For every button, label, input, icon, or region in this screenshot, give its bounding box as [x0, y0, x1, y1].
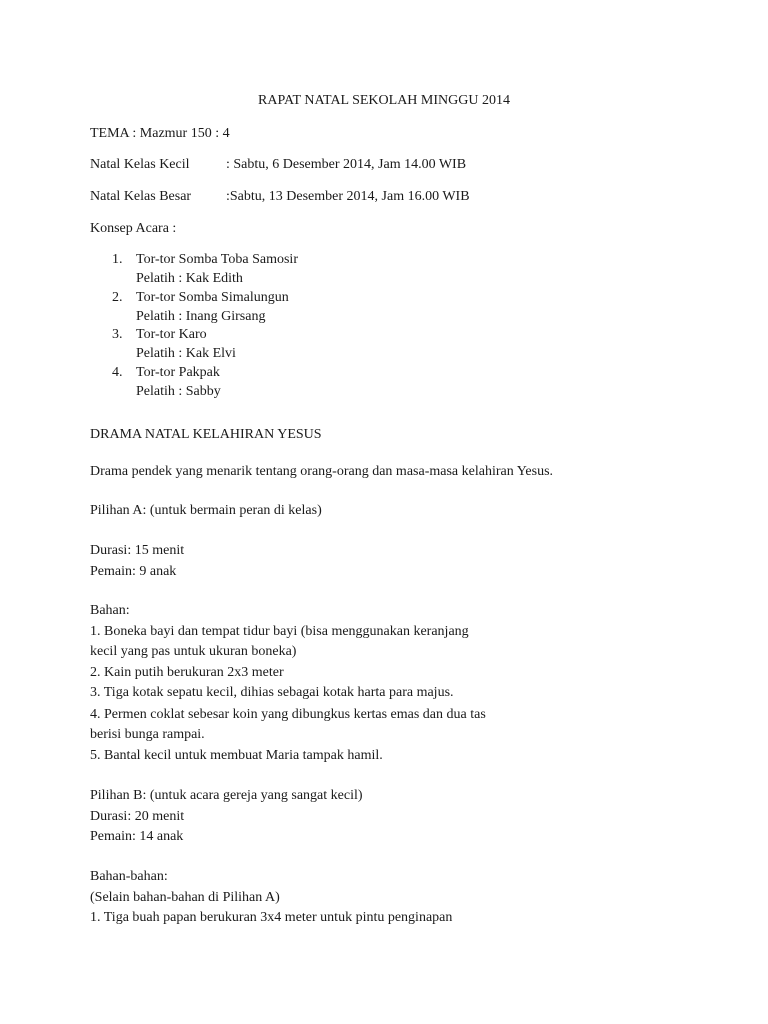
- bahan-line: 1. Tiga buah papan berukuran 3x4 meter untuk pintu penginapan: [90, 910, 453, 925]
- pilihan-a-bahan-heading: Bahan:: [90, 603, 130, 618]
- tema-line: TEMA : Mazmur 150 : 4: [90, 126, 230, 141]
- bahan-line: kecil yang pas untuk ukuran boneka): [90, 644, 297, 659]
- bahan-line: 5. Bantal kecil untuk membuat Maria tampak hamil.: [90, 748, 383, 763]
- pilihan-b-heading: Pilihan B: (untuk acara gereja yang sangat kecil): [90, 788, 363, 803]
- konsep-heading: Konsep Acara :: [90, 221, 177, 236]
- bahan-line: 1. Boneka bayi dan tempat tidur bayi (bisa menggunakan keranjang: [90, 624, 469, 639]
- bahan-line: berisi bunga rampai.: [90, 727, 205, 742]
- list-item-name: Tor-tor Pakpak: [136, 365, 220, 380]
- pilihan-b-pemain: Pemain: 14 anak: [90, 829, 184, 844]
- bahan-line: 4. Permen coklat sebesar koin yang dibungkus kertas emas dan dua tas: [90, 707, 486, 722]
- drama-description: Drama pendek yang menarik tentang orang-orang dan masa-masa kelahiran Yesus.: [90, 464, 554, 479]
- document-title: RAPAT NATAL SEKOLAH MINGGU 2014: [258, 93, 510, 108]
- drama-heading: DRAMA NATAL KELAHIRAN YESUS: [90, 427, 322, 442]
- bahan-line: 2. Kain putih berukuran 2x3 meter: [90, 665, 284, 680]
- list-item-pelatih: Pelatih : Kak Elvi: [136, 346, 236, 361]
- pilihan-b-durasi: Durasi: 20 menit: [90, 809, 185, 824]
- schedule-value-besar: :Sabtu, 13 Desember 2014, Jam 16.00 WIB: [226, 189, 470, 204]
- list-item-name: Tor-tor Somba Toba Samosir: [136, 252, 298, 267]
- list-item-number: 2.: [112, 290, 123, 305]
- schedule-label-kecil: Natal Kelas Kecil: [90, 157, 190, 172]
- pilihan-a-pemain: Pemain: 9 anak: [90, 564, 177, 579]
- list-item-pelatih: Pelatih : Inang Girsang: [136, 309, 266, 324]
- pilihan-b-bahan-heading: Bahan-bahan:: [90, 869, 168, 884]
- pilihan-a-durasi: Durasi: 15 menit: [90, 543, 185, 558]
- bahan-line: 3. Tiga kotak sepatu kecil, dihias sebagai kotak harta para majus.: [90, 685, 454, 700]
- schedule-value-kecil: : Sabtu, 6 Desember 2014, Jam 14.00 WIB: [226, 157, 467, 172]
- list-item-pelatih: Pelatih : Kak Edith: [136, 271, 243, 286]
- list-item-pelatih: Pelatih : Sabby: [136, 384, 221, 399]
- list-item-number: 4.: [112, 365, 123, 380]
- pilihan-b-bahan-note: (Selain bahan-bahan di Pilihan A): [90, 890, 280, 905]
- list-item-number: 3.: [112, 327, 123, 342]
- pilihan-a-heading: Pilihan A: (untuk bermain peran di kelas): [90, 503, 322, 518]
- list-item-name: Tor-tor Somba Simalungun: [136, 290, 289, 305]
- schedule-label-besar: Natal Kelas Besar: [90, 189, 192, 204]
- list-item-number: 1.: [112, 252, 123, 267]
- list-item-name: Tor-tor Karo: [136, 327, 207, 342]
